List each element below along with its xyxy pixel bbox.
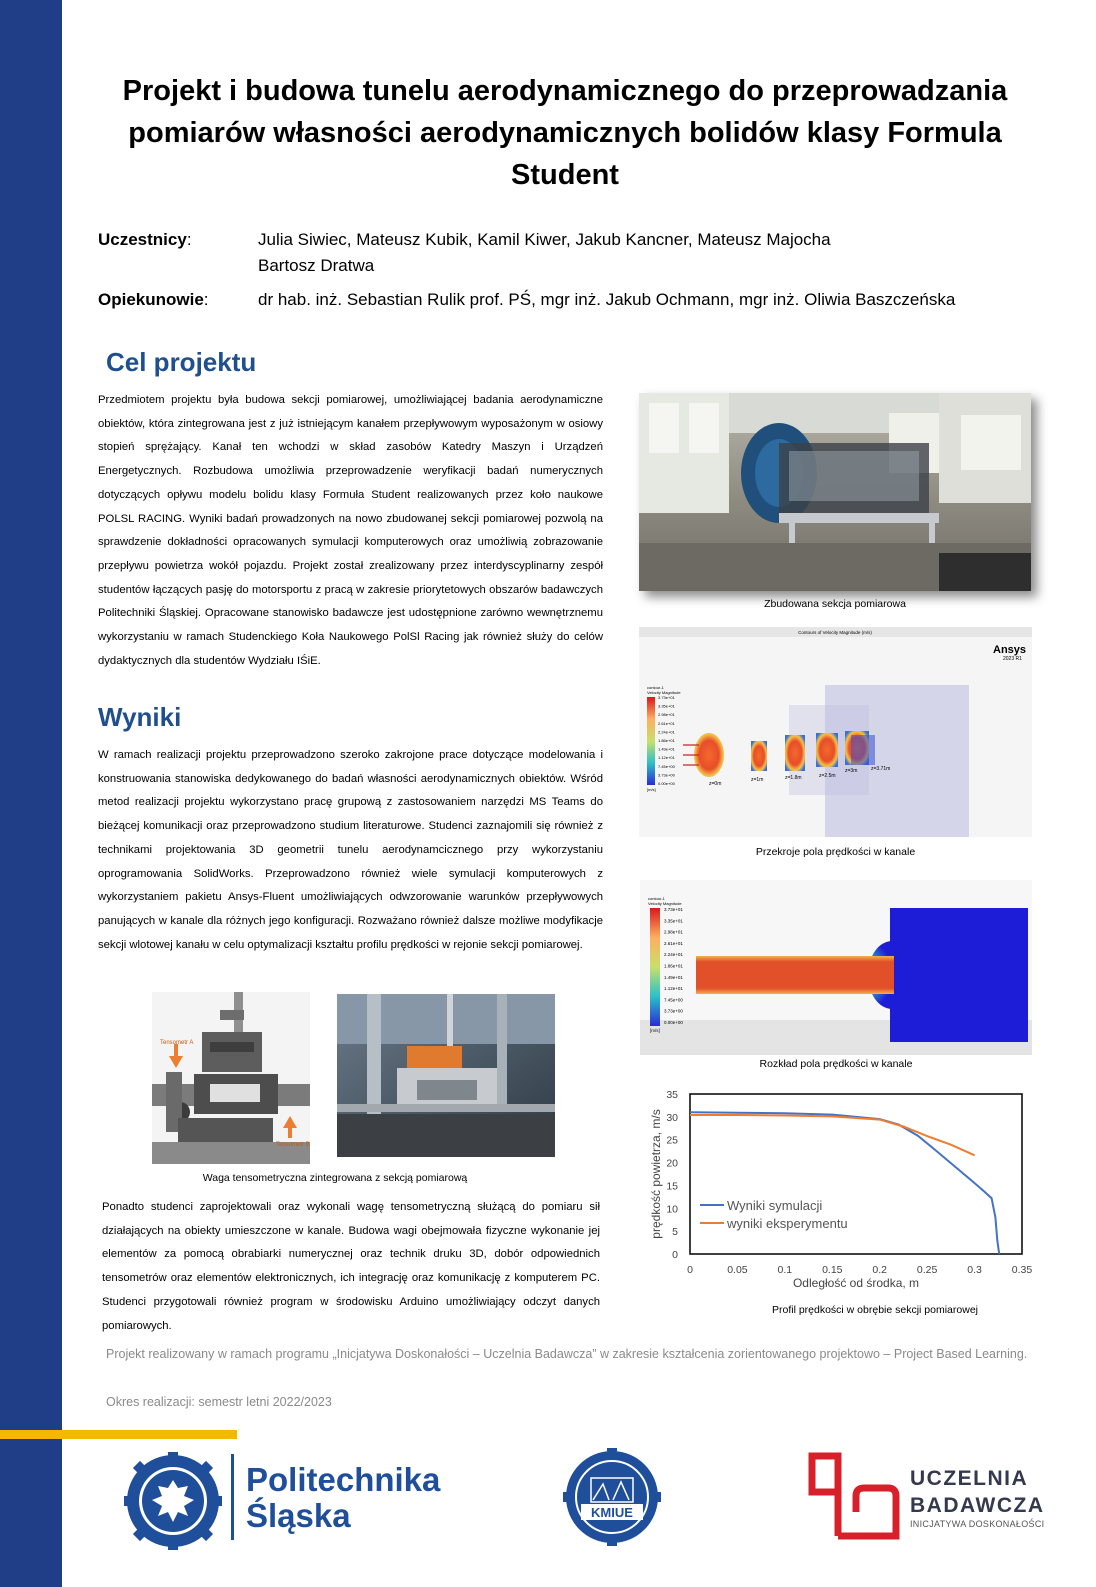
legend-tick: 3.73e+00 [658,772,675,778]
uczelnia-badawcza-emblem [808,1452,903,1549]
x-tick-label: 0.2 [872,1264,888,1276]
legend-tick: 7.45e+00 [658,763,675,769]
plane-label: z=3m [845,768,858,774]
cfd-distribution-image [640,880,1032,1055]
legend-tick: 1.49e+01 [664,974,683,980]
plane-label: z=0m [709,781,722,787]
distribution-caption: Rozkład pola prędkości w kanale [759,1058,913,1070]
politechnika-name: Politechnika Śląska [246,1461,441,1534]
x-tick-label: 0.1 [777,1264,793,1276]
legend-tick: 1.86e+01 [664,963,683,969]
svg-text:KMIUE: KMIUE [591,1505,633,1520]
legend-tick: 1.12e+01 [664,986,683,992]
y-tick-label: 20 [666,1157,678,1170]
inicjatywa-doskonalosci-label: INICJATYWA DOSKONAŁOŚCI [910,1519,1045,1529]
y-tick-label: 35 [666,1089,678,1101]
legend-entry: Wyniki symulacji [727,1198,823,1213]
legend-tick: 3.73e+01 [664,907,683,912]
series-line-2 [690,1115,975,1155]
svg-text:[m/s]: [m/s] [647,787,656,792]
legend-tick: 0.00e+00 [658,781,675,786]
legend-tick: 2.98e+01 [658,712,675,718]
legend-tick: 1.86e+01 [658,738,675,743]
supervisors-label: Opiekunowie: [98,290,209,309]
legend-tick: 3.35e+01 [658,703,675,709]
test-section-photo [639,393,1031,591]
plane-label: z=2.5m [819,773,836,779]
balance-photo [337,994,555,1157]
legend-tick: 0.00e+00 [664,1020,683,1025]
legend-tick: 2.24e+01 [658,729,675,735]
x-tick-label: 0 [687,1264,693,1276]
poster-title: Projekt i budowa tunelu aerodynamicznego do przeprowadzania pomiarów własności aerodynamicznych bolidów klasy Formula Student [122,75,1008,191]
x-tick-label: 0.3 [967,1264,982,1276]
y-tick-label: 5 [672,1226,678,1239]
tensometer-a-label: Tensometr A [160,1040,194,1046]
photo-caption: Zbudowana sekcja pomiarowa [764,598,906,610]
ansys-logo: Ansys [993,644,1027,656]
velocity-profile-chart [640,1082,1040,1294]
balance-cad-image [152,992,310,1164]
cfd-title: Contours of Velocity Magnitude (m/s) [798,630,872,635]
legend-tick: 2.61e+01 [658,720,675,726]
x-tick-label: 0.15 [822,1264,843,1276]
svg-text:Velocity Magnitude: Velocity Magnitude [647,690,681,695]
cfd-sections-image [639,627,1032,837]
legend-tick: 2.98e+01 [664,929,683,935]
legend-tick: 1.12e+01 [658,755,675,761]
legend-tick: 3.73e+00 [664,1008,683,1014]
sidebar-stripe [0,0,62,1587]
x-tick-label: 0.35 [1011,1264,1033,1276]
logo-divider [231,1454,234,1540]
profile-caption: Profil prędkości w obrębie sekcji pomiarowej [771,1304,978,1316]
supervisors-value: dr hab. inż. Sebastian Rulik prof. PŚ, mgr inż. Jakub Ochmann, mgr inż. Oliwia Baszczeńska [258,290,956,309]
accent-stripe [0,1430,237,1439]
footer-program: Projekt realizowany w ramach programu „Inicjatywa Doskonałości – Uczelnia Badawcza” w zakresie kształcenia zorientowanego projektowo – Project Based Learning. [106,1347,1028,1361]
legend-tick: 3.73e+01 [658,695,675,700]
kmiue-logo [563,1448,661,1551]
svg-text:contour-1: contour-1 [647,685,664,690]
svg-text:[m/s]: [m/s] [650,1028,660,1033]
y-tick-label: 15 [666,1180,678,1193]
balance-caption: Waga tensometryczna zintegrowana z sekcją pomiarową [202,1172,468,1184]
svg-text:Velocity Magnitude: Velocity Magnitude [648,901,682,906]
x-tick-label: 0.05 [727,1264,748,1276]
legend-tick: 1.49e+01 [658,746,675,752]
goal-heading: Cel projektu [106,347,257,377]
y-tick-label: 30 [666,1111,678,1124]
x-axis-label: Odległość od środka, m [792,1276,920,1290]
results-text: W ramach realizacji projektu przeprowadzono szeroko zakrojone prace dotyczące modelowania i konstruowania stanowiska dedykowanego do badań własności aerodynamicznych obiektów. Wśród metod realizacji projektu wykorzystano pracę grupową z zastosowaniem narzędzi MS Teams do bieżącej komunikacji oraz przeprowadzono studium literaturowe. Studenci zaznajomili się również z technikami projektowania 3D geometrii tunelu aerodynamcicznego przy wykorzystaniu oprogramowania SolidWorks. Przeprowadzono również wiele symulacji komputerowych z wykorzystaniem pakietu Ansys-Fluent umożliwiających odwzorowanie warunków przepływowych panujących w kanale dla różnych jego konfiguracji. Rozważano również dalsze możliwe modyfikacje sekcji wlotowej kanału w celu optymalizacji kształtu profilu prędkości w rejonie sekcji pomiarowej. [98,749,603,951]
y-tick-label: 10 [666,1203,678,1216]
tensometer-b-label: Tensometr B [276,1142,310,1148]
series-line-1 [690,1112,999,1254]
participants-label: Uczestnicy: [98,230,192,249]
legend-entry: wyniki eksperymentu [727,1216,848,1231]
legend-tick: 2.24e+01 [664,952,683,958]
plane-label: z=3.71m [871,766,891,772]
ansys-version: 2023 R1 [1003,656,1022,662]
politechnika-emblem [124,1452,222,1555]
legend-tick: 2.61e+01 [664,940,683,946]
sections-caption: Przekroje pola prędkości w kanale [755,846,916,858]
plane-label: z=1m [751,777,764,783]
goal-text: Przedmiotem projektu była budowa sekcji pomiarowej, umożliwiającej badania aerodynamiczne obiektów, która zintegrowana jest z już istniejącym kanałem przepływowym wyposażonym w osiowy stopień sprężający. Kanał ten wchodzi w skład zasobów Katedry Maszyn i Urządzeń Energetycznych. Rozbudowa umożliwia przeprowadzenie weryfikacji badań numerycznych dotyczących opływu modelu bolidu klasy Formuła Student realizowanych przez koło naukowe POLSL RACING. Wyniki badań prowadzonych na nowo zbudowanej sekcji pomiarowej pozwolą na sprawdzenie dokładności opracowanych symulacji komputerowych oraz umożliwią zobrazowanie przepływu powietrza wokół pojazdu. Projekt został zrealizowany przez interdyscyplinarny zespół studentów łączących pasję do motorsportu z pracą w zakresie priorytetowych obszarów badawczych Politechniki Śląskiej. Opracowane stanowisko badawcze jest udostępnione zarówno wewnętrznemu wykorzystaniu w ramach Studenckiego Koła Naukowego PolSl Racing jak również służy do celów dydaktycznych dla studentów Wydziału IŚiE. [98,394,603,667]
legend-tick: 3.35e+01 [664,918,683,924]
y-axis-label: prędkość powietrza, m/s [649,1109,663,1239]
x-tick-label: 0.25 [916,1264,938,1276]
uczelnia-badawcza-name: UCZELNIA BADAWCZA [910,1467,1045,1517]
plane-label: z=1.8m [785,775,802,781]
legend-tick: 7.45e+00 [664,997,683,1003]
y-tick-label: 0 [672,1249,678,1261]
footer-period: Okres realizacji: semestr letni 2022/2023 [106,1395,332,1409]
participants-value: Julia Siwiec, Mateusz Kubik, Kamil Kiwer, Jakub Kancner, Mateusz Majocha Bartosz Dratwa [258,230,831,275]
svg-text:contour-1: contour-1 [648,896,665,901]
y-tick-label: 25 [666,1134,678,1147]
results-heading: Wyniki [98,702,182,732]
results-text-2: Ponadto studenci zaprojektowali oraz wykonali wagę tensometryczną służącą do pomiaru sił działających na obiekty umieszczone w kanale. Budowa wagi obejmowała fizyczne wykonanie jej elementów za pomocą obrabiarki numerycznej oraz technik druku 3D, dobór odpowiednich tensometrów oraz elementów elektronicznych, ich integrację oraz komunikację z komputerem PC. Studenci przygotowali również program w środowisku Arduino umożliwiający odczyt danych pomiarowych. [102,1201,600,1332]
